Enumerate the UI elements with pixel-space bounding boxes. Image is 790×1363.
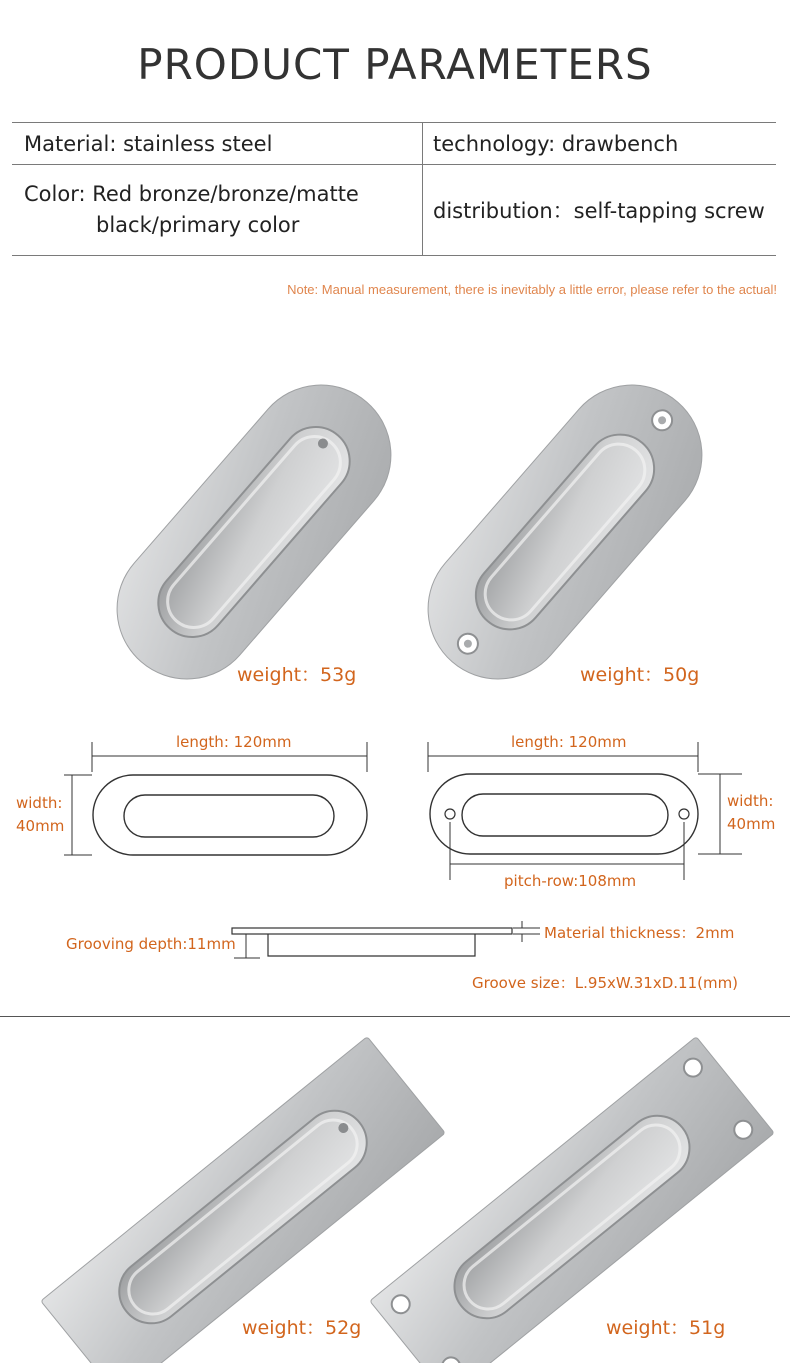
length-label-right: length: 120mm (511, 733, 627, 751)
width-label-left-2: 40mm (16, 817, 65, 835)
color-line-1: Color: Red bronze/bronze/matte (24, 182, 359, 206)
grooving-depth-label: Grooving depth:11mm (66, 935, 236, 953)
oval-handle-plain-image (88, 356, 419, 707)
measurement-note: Note: Manual measurement, there is inevitably a little error, please refer to the actual! (287, 282, 777, 297)
width-label-right-1: width: (727, 792, 774, 810)
pitch-row-label: pitch-row:108mm (504, 872, 637, 890)
side-profile-drawing (232, 921, 540, 958)
width-label-left-1: width: (16, 794, 63, 812)
rect-plain-weight-label: weight：52g (242, 1317, 362, 1339)
material-cell: Material: stainless steel (12, 123, 423, 165)
oval-plain-dimension-drawing (64, 742, 367, 855)
material-thickness-label: Material thickness：2mm (544, 924, 735, 942)
color-line-2: black/primary color (96, 213, 300, 237)
groove-size-label: Groove size：L.95xW.31xD.11(mm) (472, 974, 739, 992)
width-label-right-2: 40mm (727, 815, 776, 833)
length-label-left: length: 120mm (176, 733, 292, 751)
oval-screw-weight-label: weight：50g (580, 664, 700, 686)
technology-cell: technology: drawbench (423, 123, 777, 165)
rect-screw-weight-label: weight：51g (606, 1317, 726, 1339)
oval-handle-screw-image (399, 356, 730, 707)
page-title: PRODUCT PARAMETERS (137, 40, 653, 89)
section-divider (0, 1016, 790, 1017)
oval-screw-dimension-drawing (428, 742, 742, 880)
oval-plain-weight-label: weight：53g (237, 664, 357, 686)
distribution-cell: distribution：self-tapping screw (423, 165, 777, 256)
